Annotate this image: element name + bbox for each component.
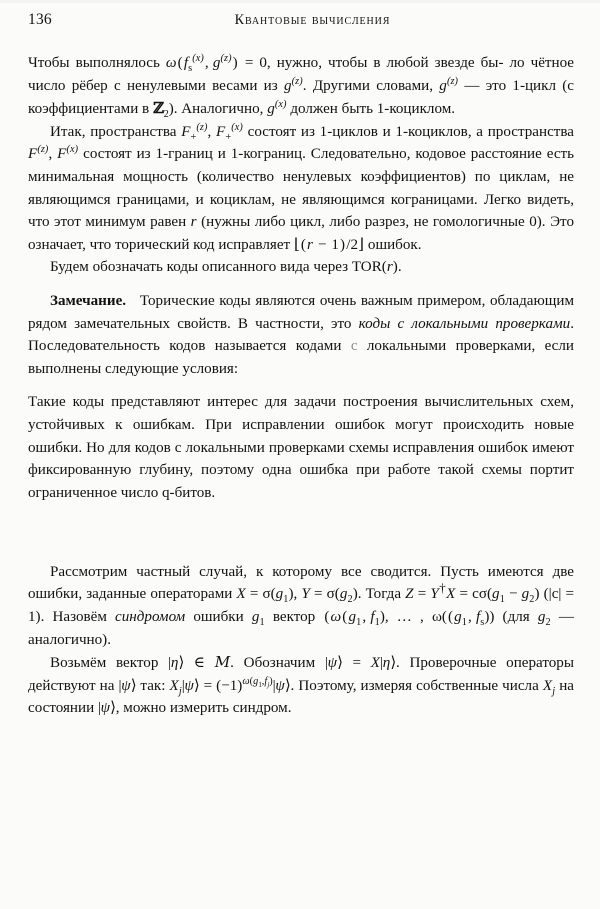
running-title: Квантовые вычисления	[234, 12, 391, 28]
p3-text-1: Будем обозначать коды описанного вида через	[50, 259, 352, 276]
formula-syndrome-vector-open: ($\omega(g_1$, $f_1$	[324, 609, 380, 629]
formula-g1-b: $g_1$	[492, 586, 505, 606]
formula-r: r	[190, 214, 197, 231]
paragraph-7	[28, 651, 574, 720]
p6-text-14: ), … , ω(	[379, 609, 447, 626]
p2-text-4: пространства	[487, 123, 575, 140]
formula-Fplus-z: $F_+^{(z)}$	[181, 121, 208, 143]
emph-locally-testable-codes: коды с локальными проверками	[358, 315, 571, 332]
formula-Z: Z	[405, 586, 414, 603]
p6-text-3: ),	[288, 586, 302, 603]
tor-label: TOR(	[351, 259, 387, 276]
formula-g1-a: $g_1$	[275, 586, 289, 606]
p7-text-9: . Поэтому, измеряя собственные числа	[290, 677, 543, 694]
p4-text-3: . Последовательность кодов называется кодами	[28, 315, 574, 355]
p7-text-6: . Проверочные операторы действуют на	[28, 655, 574, 694]
formula-Xj-ket-psi: $X_j|\psi⟩$	[169, 677, 200, 697]
p6-text-4: = σ(	[309, 586, 340, 603]
p2-text-7: (нужны либо цикл, либо разрез, не гомологичные 0). Это означает, что торический код исправляет	[28, 214, 574, 253]
formula-g1-c: $g_1$	[251, 609, 265, 629]
formula-gx: $g^{(x)}$	[267, 99, 287, 118]
formula-script-M: M	[214, 653, 231, 672]
formula-ket-eta-a: |η⟩	[168, 655, 185, 672]
p7-text-2: ∈	[184, 655, 215, 672]
formula-X-ket-eta: X|η⟩	[370, 655, 396, 672]
paragraph-6	[28, 561, 574, 651]
running-head	[28, 11, 573, 33]
p6-text-1: Рассмотрим частный случай, к которому все сводится. Пусть имеются две ошибки, заданные операторами	[28, 563, 574, 603]
p7-text-7: так:	[136, 677, 170, 694]
paragraph-1	[28, 52, 574, 121]
emph-syndrome: синдромом	[115, 609, 186, 626]
p7-text-8: = (−1)	[199, 677, 243, 694]
p2-text-8: ошибок.	[364, 236, 422, 253]
paragraph-remark	[28, 290, 574, 380]
p4-text-5: локальными проверками, если выполнены следующие условия:	[28, 338, 574, 377]
formula-ket-psi-c: |ψ⟩	[272, 677, 291, 694]
formula-X: X	[236, 586, 246, 603]
formula-g2-b: $g_2$	[521, 586, 535, 606]
section-14-10	[28, 538, 574, 561]
p1-text-4: . Другими словами,	[302, 77, 433, 94]
page-number: 136	[28, 11, 52, 28]
formula-g2-c: $g_2$	[537, 609, 551, 629]
p4-text-4-faint: с	[350, 338, 358, 355]
p2-text-1: Итак, пространства	[50, 123, 182, 140]
p7-text-10: на состоянии	[28, 677, 574, 717]
tor-close: ).	[392, 259, 402, 276]
p4-text-1: Торические коды являются очень важным примером, обладающим рядом замечательных свойств. В частности, это	[28, 292, 574, 332]
p2-text-5: ,	[48, 146, 58, 163]
p1-text-5: — это 1-цикл (с коэффициентами в	[28, 77, 574, 118]
p7-text-4: . Обозначим	[230, 655, 325, 672]
formula-ket-psi-a: |ψ⟩	[324, 655, 343, 672]
p1-text-6: ). Аналогично,	[168, 101, 268, 118]
p1-text-7: должен	[286, 101, 338, 118]
formula-syndrome-vector-close: ($g_1$, $f_s$	[447, 609, 485, 629]
scan-edge-band	[0, 0, 600, 3]
p1-text-8: быть 1-коциклом.	[341, 101, 456, 118]
formula-exponent-omega-g1-fj: ω(g1,fj)	[242, 675, 273, 689]
p1-text-1: Чтобы выполнялось	[28, 55, 166, 71]
formula-F-x: $F^{(x)}$	[57, 144, 79, 163]
formula-Y: Y	[301, 586, 310, 603]
formula-gz-a: $g^{(z)}$	[284, 75, 303, 94]
remark-lead-label: Замечание.	[50, 292, 127, 309]
p1-text-3: ло чётное число рёбер с ненулевыми весами из	[28, 55, 574, 94]
formula-gz-b: $g^{(z)}$	[439, 75, 459, 94]
p7-text-1: Возьмём вектор	[50, 655, 169, 672]
p2-text-3: состоят из 1-циклов и 1-коциклов, а	[242, 123, 484, 140]
p2-text-2: ,	[207, 123, 217, 140]
formula-ket-psi-d: |ψ⟩	[97, 700, 116, 717]
p6-text-16: — аналогично).	[28, 609, 575, 648]
formula-Ydagger-X: Y†X	[430, 580, 456, 603]
p6-text-8: −	[504, 586, 522, 603]
formula-Fplus-x: $F_+^{(x)}$	[216, 121, 243, 143]
formula-F-z: $F^{(z)}$	[28, 144, 49, 163]
p1-text-2: = 0, нужно, чтобы в любой звезде бы-	[238, 55, 504, 71]
paragraph-5: Такие коды представляют интерес для задачи построения вычислительных схем, устойчивых к ошибкам. При исправлении ошибок могут происходить новые ошибки. Но для кодов с локальными проверками схемы исправления ошибок имеют фиксированную глубину, поэтому одна ошибка при работе такой схемы портит ограниченное число q-битов.	[28, 394, 574, 501]
p7-text-11: , можно измерить синдром.	[115, 700, 292, 717]
formula-g2-a: $g_2$	[339, 586, 353, 606]
p6-text-7: = cσ(	[455, 586, 493, 603]
p6-text-12: вектор	[264, 609, 316, 626]
p6-text-6: =	[413, 586, 431, 603]
p7-text-5: =	[342, 655, 371, 672]
formula-Xj: $X_j$	[542, 677, 556, 697]
p6-text-9: ) (|c| = 1). Назовём	[28, 586, 575, 626]
paragraph-2	[28, 121, 574, 257]
formula-omega-fs-gz: $\omega(f_s^{(x)}$, $g^{(z)}$)	[165, 52, 238, 75]
formula-floor-r-minus-1-over-2: ⌊(r − 1)/2⌋	[293, 236, 365, 253]
page-body	[28, 52, 574, 720]
p2-text-6: состоят из 1-границ и 1-кограниц. Следовательно, кодовое расстояние есть минимальная мощность (количество ненулевых коэффициентов) по циклам, не являющимся границами, и коциклам, не являющимся кограницами. Легко видеть, что этот минимум равен	[28, 146, 574, 231]
formula-Z2: ℤ$_2$	[152, 99, 169, 121]
formula-TOR-r: TOR(r).	[351, 259, 402, 276]
p6-text-15: )) (для	[484, 609, 538, 626]
paragraph-3	[28, 256, 574, 279]
p6-text-5: ). Тогда	[352, 586, 402, 603]
p6-text-2: = σ(	[245, 586, 276, 603]
formula-ket-psi-b: |ψ⟩	[118, 677, 137, 694]
p6-text-11: ошибки	[185, 609, 252, 626]
